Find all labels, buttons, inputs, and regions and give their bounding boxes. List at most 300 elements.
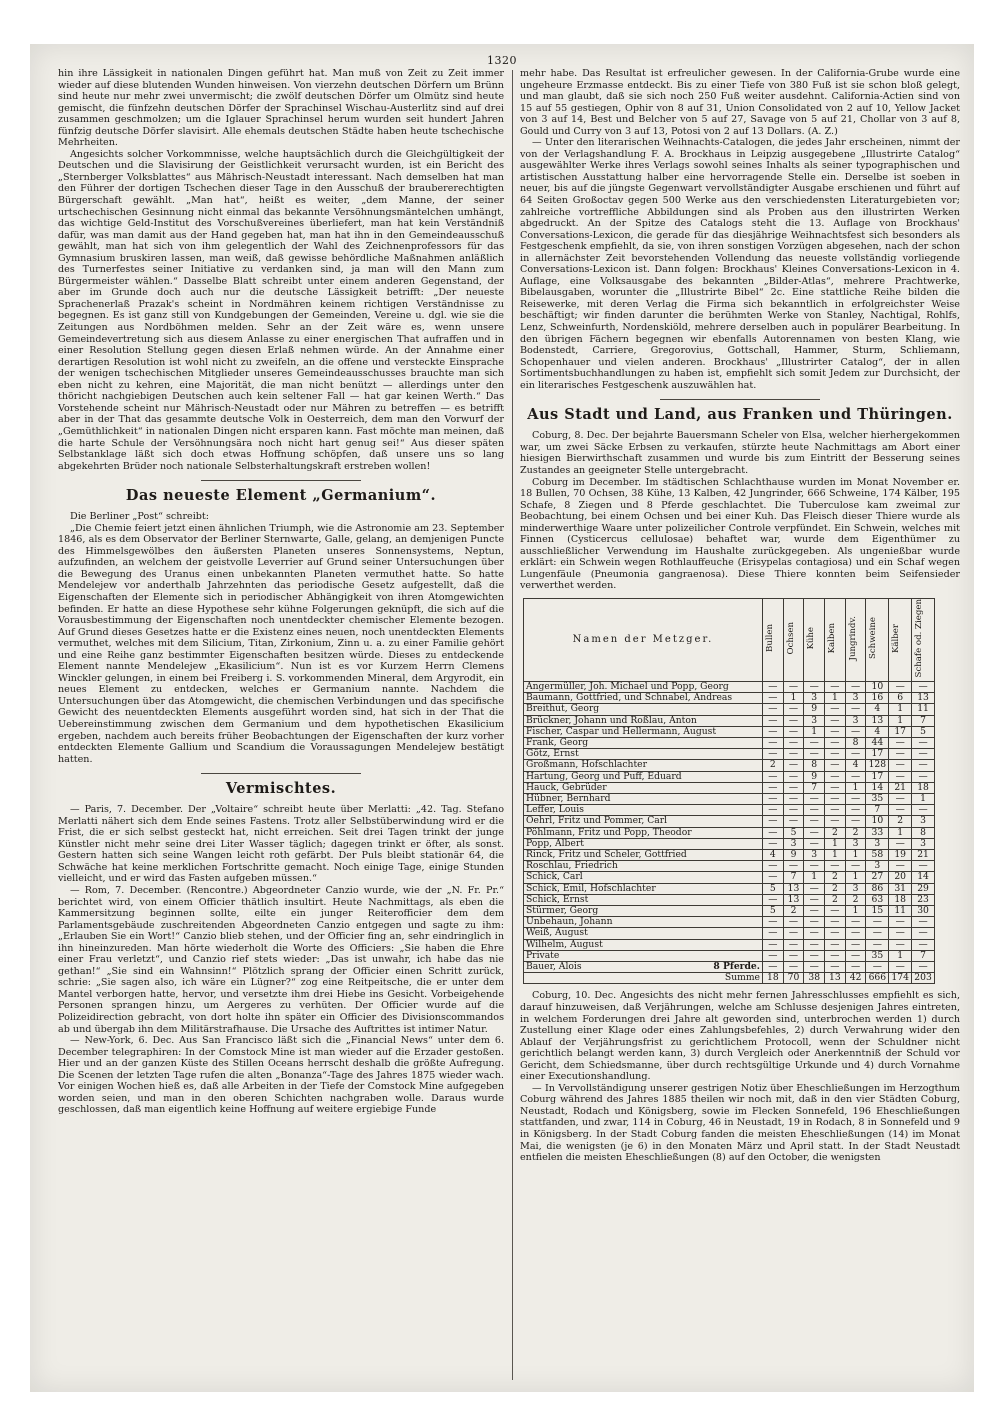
- table-cell: 3: [912, 816, 935, 827]
- table-cell: —: [845, 805, 866, 816]
- table-cell: —: [783, 760, 804, 771]
- table-cell: 14: [866, 782, 889, 793]
- butcher-name-text: Schick, Emil, Hofschlachter: [526, 883, 656, 894]
- table-cell: 33: [866, 827, 889, 838]
- table-cell: —: [762, 861, 783, 872]
- table-cell: —: [825, 805, 846, 816]
- table-cell: 1: [845, 850, 866, 861]
- table-cell: 9: [804, 704, 825, 715]
- table-cell: 128: [866, 760, 889, 771]
- paragraph-post-intro: Die Berliner „Post“ schreibt:: [70, 511, 210, 523]
- column-header: Kalben: [825, 598, 846, 681]
- table-row: [524, 872, 935, 883]
- table-cell: —: [889, 760, 912, 771]
- butcher-name: [524, 805, 763, 816]
- table-cell: —: [804, 962, 825, 973]
- table-row: [524, 962, 935, 973]
- butcher-name: [524, 962, 763, 973]
- table-cell: —: [889, 737, 912, 748]
- table-cell: 3: [845, 693, 866, 704]
- table-cell: —: [912, 749, 935, 760]
- table-cell: —: [825, 939, 846, 950]
- table-row: [524, 726, 935, 737]
- table-cell: —: [845, 771, 866, 782]
- table-cell: 1: [804, 872, 825, 883]
- table-cell: —: [783, 771, 804, 782]
- table-cell: 2: [825, 883, 846, 894]
- table-cell: 3: [804, 693, 825, 704]
- paragraph-eheschliessungen: — In Vervollständigung unserer gestrigen Notiz über Eheschließungen im Herzogthum Coburg während des Jahres 1885 theilen wir noch mit, daß in den vier Städten Coburg, Neustadt, Rodach und Königsberg, sowie im Flecken Sonnefeld, 196 Eheschließungen stattfanden, und zwar, 114 in Coburg, 46 in Neustadt, 19 in Rodach, 8 in Sonnefeld und 9 in Königsberg. In der Stadt Coburg fanden die meisten Eheschließungen (14) im Monat Mai, die wenigsten (je 6) in den Monaten März und April statt. In der Stadt Neustadt entfielen die meisten Eheschließungen (8) auf den October, die wenigsten: [520, 1082, 960, 1164]
- table-cell: 1: [825, 693, 846, 704]
- butcher-name-text: Hauck, Gebrüder: [526, 782, 607, 793]
- table-cell: 13: [783, 894, 804, 905]
- table-cell: 16: [866, 693, 889, 704]
- column-header: Ochsen: [783, 598, 804, 681]
- table-cell: —: [845, 962, 866, 973]
- heading-rule: [660, 399, 820, 400]
- table-cell: —: [845, 681, 866, 692]
- table-cell: —: [866, 939, 889, 950]
- paragraph-maehrisch-neustadt: Angesichts solcher Vorkommnisse, welche hauptsächlich durch die Gleichgültigkeit der Deutschen und die Slavisirung der Geistlichkeit verursacht wurden, ist ein Bericht des „Sternberger Volksblattes“ aus Mährisch-Neustadt interessant. Nach demselben hat man den Führer der dortigen Tschechen dieser Tage in den Ausschuß der braubererechtigten Bürgerschaft gewählt. „Man hat“, heißt es weiter, „dem Manne, der seiner urtschechischen Gesinnung nicht einmal das bekannte Versöhnungsmäntelchen umhängt, das wichtige Geld-Institut des Vorschußvereines überliefert, man hat kein Verständniß dafür, was man damit aus der Hand gegeben hat, man hat ihn in den Gemeindeausschuß gewählt, man hat sich von ihm gelegentlich der Wahl des Zeichnenprofessors für das Gymnasium bruskiren lassen, man weiß, daß gewisse behördliche Maßnahmen anläßlich des Turnerfestes seiner Initiative zu verdanken sind, ja man will den Mann zum Bürgermeister wählen.“ Dasselbe Blatt schreibt unter einem anderen Gegenstand, der aber im Grunde doch auch nur die deutsche Lässigkeit betrifft: „Der neueste Sprachenerlaß Prazak's scheint in Nordmähren keinem richtigen Verständnisse zu begegnen. Es ist ganz still von Kundgebungen der Gemeinden, Vereine u. dgl. wie sie die Zeitungen aus Nordböhmen melden. Sehr an der Zeit wäre es, wenn unsere Gemeindevertretung sich aus diesem Anlasse zu einer energischen That aufraffen und in einer Resolution Stellung gegen diesen Erlaß nehmen würde. An der Annahme einer derartigen Resolution ist wohl nicht zu zweifeln, an die offene und versteckte Einsprache der wenigen tschechischen Mitglieder unseres Gemeindeausschusses brauchte man sich eben nicht zu kehren, eine Majorität, die man nicht benützt — allerdings unter den thöricht nachgiebigen Deutschen auch kein seltener Fall — hat gar keinen Werth.“ Das Vorstehende scheint nur Mährisch-Neustadt oder nur Mähren zu betreffen — es betrifft aber in der That das gesammte deutsche Volk in Oesterreich, dem man den Vorwurf der „Gemüthlichkeit“ in nationalen Dingen nicht ersparen kann. Fast möchte man meinen, daß die harte Schule der Versöhnungsära noch nicht hart genug sei!“ Aus dieser späten Selbstanklage läßt sich doch etwas Hoffnung schöpfen, daß unsere uns so lang abgekehrten Brüder noch nationale Selbsterhaltungskraft erstreben wollen!: [58, 148, 504, 472]
- butcher-name: [524, 861, 763, 872]
- table-cell: 7: [912, 950, 935, 961]
- table-cell: —: [783, 715, 804, 726]
- table-cell: —: [912, 760, 935, 771]
- butcher-name-text: Bauer, Alois: [526, 961, 582, 973]
- table-row: [524, 883, 935, 894]
- column-header: Jungrindv.: [845, 598, 866, 681]
- column-divider: [512, 70, 513, 1380]
- table-cell: 3: [866, 838, 889, 849]
- table-cell: —: [783, 939, 804, 950]
- table-cell: —: [804, 805, 825, 816]
- table-cell: —: [845, 749, 866, 760]
- butcher-name-text: Oehrl, Fritz und Pommer, Carl: [526, 815, 668, 827]
- table-cell: —: [912, 771, 935, 782]
- table-cell: 3: [804, 715, 825, 726]
- table-row: [524, 850, 935, 861]
- table-cell: —: [783, 805, 804, 816]
- paragraph-new-york: — New-York, 6. Dec. Aus San Francisco läßt sich die „Financial News“ unter dem 6. December telegraphiren: In der Comstock Mine ist man wieder auf die Erzader gestoßen. Hier und an der ganzen Küste des Stillen Oceans herrscht deshalb die größte Aufregung. Die Scenen der letzten Tage rufen die alten „Bonanza“-Tage des Jahres 1875 wieder wach. Vor einigen Wochen hieß es, daß alle Arbeiten in der Tiefe der Comstock Mine aufgegeben worden seien, und man in den oberen Schichten nachgraben wolle. Daraus wurde geschlossen, daß man eigentlich keine Hoffnung auf weitere ergiebige Funde: [58, 1035, 504, 1116]
- table-cell: —: [762, 950, 783, 961]
- heading-rule: [201, 773, 361, 774]
- butcher-name: [524, 793, 763, 804]
- table-cell: —: [825, 726, 846, 737]
- butcher-name: [524, 872, 763, 883]
- sum-cell: 13: [825, 973, 846, 984]
- butcher-name-text: Rinck, Fritz und Scheler, Gottfried: [526, 849, 687, 860]
- table-cell: —: [783, 950, 804, 961]
- paragraph-verjaehrung: Coburg, 10. Dec. Angesichts des nicht mehr fernen Jahresschlusses empfiehlt es sich, darauf hinzuweisen, daß Verjährungen, welche am Schlusse desjenigen Jahres eintreten, in welchem Forderungen drei Jahre alt geworden sind, unterbrochen werden 1) durch Zustellung einer Klage oder eines Zahlungsbefehles, 2) durch Verwahrung wider den Ablauf der Verjährungsfrist zu gerichtlichem Protocoll, wenn der Schuldner nicht gerichtlich belangt werden kann, 3) durch Vergleich oder Anerkenntniß der Schuld vor Gericht, dem Schiedsmanne, über durch rechtsgültige Urkunde und 4) durch Vornahme einer Executionshandlung.: [520, 990, 960, 1083]
- table-cell: 13: [912, 693, 935, 704]
- table-cell: 17: [866, 749, 889, 760]
- table-cell: —: [762, 693, 783, 704]
- table-cell: 3: [804, 850, 825, 861]
- table-cell: 27: [866, 872, 889, 883]
- table-cell: 31: [889, 883, 912, 894]
- table-row: [524, 906, 935, 917]
- table-cell: —: [889, 939, 912, 950]
- butcher-name-text: Leffer, Louis: [526, 804, 584, 816]
- butcher-name: [524, 816, 763, 827]
- table-cell: —: [825, 782, 846, 793]
- butcher-name-text: Baumann, Gottfried, und Schnabel, Andreas: [526, 692, 733, 704]
- table-cell: —: [762, 872, 783, 883]
- table-cell: 21: [889, 782, 912, 793]
- table-cell: 9: [783, 850, 804, 861]
- table-header-row: [524, 598, 935, 681]
- column-header: Schweine: [866, 598, 889, 681]
- table-row: [524, 838, 935, 849]
- table-cell: —: [889, 749, 912, 760]
- table-cell: —: [825, 917, 846, 928]
- right-column: [520, 68, 960, 1386]
- table-cell: —: [912, 805, 935, 816]
- butcher-name: [524, 704, 763, 715]
- table-cell: —: [762, 894, 783, 905]
- table-cell: —: [845, 816, 866, 827]
- butcher-name: [524, 838, 763, 849]
- column-header: Kälber: [889, 598, 912, 681]
- paragraph-california-mine: mehr habe. Das Resultat ist erfreulicher gewesen. In der California-Grube wurde eine ungeheure Erzmasse entdeckt. Bis zu einer Tiefe von 380 Fuß ist sie schon bloß gelegt, und man glaubt, daß sie sich noch 250 Fuß weiter ausdehnt. California-Actien sind von 15 auf 55 gestiegen, Ophir von 8 auf 31, Union Consolidated von 2 auf 10, Yellow Jacket von 3 auf 14, Best und Belcher von 5 auf 27, Savage von 5 auf 21, Chollar von 3 auf 8, Gould und Curry von 3 auf 13, Potosi von 2 auf 13 Dollars. (A. Z.): [520, 68, 960, 137]
- table-cell: —: [825, 950, 846, 961]
- table-row: [524, 715, 935, 726]
- table-cell: 2: [762, 760, 783, 771]
- table-cell: —: [804, 906, 825, 917]
- table-row: [524, 805, 935, 816]
- heading-stadt-text: Aus Stadt und Land, aus Franken und Thüringen.: [527, 406, 953, 424]
- table-cell: —: [762, 962, 783, 973]
- table-cell: —: [825, 715, 846, 726]
- table-cell: 7: [912, 715, 935, 726]
- table-cell: 20: [889, 872, 912, 883]
- table-cell: —: [825, 760, 846, 771]
- butcher-name-text: Roschlau, Friedrich: [526, 860, 618, 872]
- table-cell: —: [845, 793, 866, 804]
- table-cell: —: [804, 827, 825, 838]
- table-cell: 5: [762, 906, 783, 917]
- butcher-name: [524, 950, 763, 961]
- table-cell: —: [825, 906, 846, 917]
- table-row: [524, 917, 935, 928]
- heading-vermischtes-text: Vermischtes.: [225, 780, 337, 798]
- table-cell: —: [762, 715, 783, 726]
- butcher-name-text: Breithut, Georg: [526, 703, 600, 715]
- table-cell: —: [889, 681, 912, 692]
- table-cell: —: [762, 782, 783, 793]
- table-cell: —: [783, 726, 804, 737]
- table-row: [524, 693, 935, 704]
- column-header: Bullen: [762, 598, 783, 681]
- table-cell: —: [912, 737, 935, 748]
- table-cell: 7: [783, 872, 804, 883]
- table-cell: 5: [762, 883, 783, 894]
- butcher-name-text: Hartung, Georg und Puff, Eduard: [526, 771, 682, 782]
- table-cell: 44: [866, 737, 889, 748]
- table-cell: 4: [866, 726, 889, 737]
- table-cell: —: [825, 816, 846, 827]
- table-cell: 4: [845, 760, 866, 771]
- table-cell: —: [804, 681, 825, 692]
- table-cell: —: [804, 861, 825, 872]
- butcher-name-text: Unbehaun, Johann: [526, 916, 613, 928]
- table-cell: —: [804, 950, 825, 961]
- table-cell: —: [804, 917, 825, 928]
- table-cell: 11: [912, 704, 935, 715]
- table-cell: —: [825, 681, 846, 692]
- table-cell: 35: [866, 793, 889, 804]
- table-cell: —: [762, 838, 783, 849]
- table-cell: —: [825, 962, 846, 973]
- table-cell: 15: [866, 906, 889, 917]
- butcher-name-text: Stürmer, Georg: [526, 905, 599, 917]
- table-cell: 11: [889, 906, 912, 917]
- table-cell: 1: [804, 726, 825, 737]
- table-row: [524, 827, 935, 838]
- table-cell: 3: [912, 838, 935, 849]
- butcher-name: [524, 850, 763, 861]
- table-cell: —: [866, 962, 889, 973]
- paragraph-coburg-scheler: Coburg, 8. Dec. Der bejahrte Bauersmann Scheler von Elsa, welcher hierhergekommen war, um zwei Säcke Erbsen zu verkaufen, stürzte heute Nachmittags am Abort einer hiesigen Bierwirthschaft zusammen und wurde bis zum Eintritt der Besserung seines Zustandes an geeigneter Stelle untergebracht.: [520, 430, 960, 476]
- table-cell: 8: [804, 760, 825, 771]
- table-row: [524, 894, 935, 905]
- butcher-name: [524, 771, 763, 782]
- table-cell: 10: [866, 681, 889, 692]
- table-row: [524, 950, 935, 961]
- table-cell: —: [845, 726, 866, 737]
- table-cell: 1: [889, 827, 912, 838]
- table-cell: 29: [912, 883, 935, 894]
- sum-cell: 666: [866, 973, 889, 984]
- table-row: [524, 737, 935, 748]
- table-cell: —: [845, 928, 866, 939]
- table-cell: —: [783, 962, 804, 973]
- butcher-name-text: Private: [526, 950, 560, 961]
- table-cell: —: [825, 737, 846, 748]
- table-cell: —: [912, 861, 935, 872]
- butcher-name: [524, 715, 763, 726]
- table-cell: —: [783, 917, 804, 928]
- table-row: [524, 681, 935, 692]
- table-row: [524, 816, 935, 827]
- table-cell: —: [783, 782, 804, 793]
- left-column: [58, 68, 504, 1386]
- table-cell: —: [804, 793, 825, 804]
- butcher-name: [524, 693, 763, 704]
- table-cell: 8: [845, 737, 866, 748]
- table-cell: —: [762, 749, 783, 760]
- table-cell: 14: [912, 872, 935, 883]
- table-cell: —: [783, 816, 804, 827]
- table-cell: 3: [845, 838, 866, 849]
- table-cell: 4: [866, 704, 889, 715]
- table-cell: —: [912, 939, 935, 950]
- table-cell: 58: [866, 850, 889, 861]
- table-row: [524, 749, 935, 760]
- table-cell: —: [762, 681, 783, 692]
- table-body: [524, 681, 935, 972]
- butcher-name: [524, 681, 763, 692]
- table-cell: —: [783, 749, 804, 760]
- table-row: [524, 782, 935, 793]
- table-cell: 10: [866, 816, 889, 827]
- butcher-name: [524, 928, 763, 939]
- table-cell: 1: [889, 950, 912, 961]
- butcher-name-text: Hübner, Bernhard: [526, 793, 611, 804]
- sum-cell: 18: [762, 973, 783, 984]
- table-cell: 13: [866, 715, 889, 726]
- column-header: Schafe od. Ziegen: [912, 598, 935, 681]
- butcher-name: [524, 726, 763, 737]
- butcher-name: [524, 894, 763, 905]
- butcher-name: [524, 906, 763, 917]
- table-cell: 1: [783, 693, 804, 704]
- table-cell: —: [889, 861, 912, 872]
- table-cell: 23: [912, 894, 935, 905]
- table-cell: 1: [825, 850, 846, 861]
- horse-note: 8 Pferde.: [713, 961, 760, 973]
- table-cell: 17: [866, 771, 889, 782]
- table-cell: —: [912, 681, 935, 692]
- table-cell: 6: [889, 693, 912, 704]
- table-cell: —: [866, 917, 889, 928]
- table-cell: —: [889, 928, 912, 939]
- table-cell: —: [889, 962, 912, 973]
- table-cell: 8: [912, 827, 935, 838]
- table-cell: 1: [889, 704, 912, 715]
- table-row: [524, 771, 935, 782]
- table-cell: —: [825, 771, 846, 782]
- table-cell: 1: [912, 793, 935, 804]
- table-cell: 1: [845, 872, 866, 883]
- butcher-table: [523, 598, 935, 984]
- table-cell: —: [762, 704, 783, 715]
- table-cell: —: [762, 805, 783, 816]
- table-cell: —: [783, 681, 804, 692]
- butcher-name: [524, 939, 763, 950]
- heading-germanium-text: Das neueste Element „Germanium“.: [125, 487, 437, 505]
- paragraph-brockhaus-catalog: — Unter den literarischen Weihnachts-Catalogen, die jedes Jahr erscheinen, nimmt der von der Verlagshandlung F. A. Brockhaus in Leipzig ausgegebene „Illustrirte Catalog“ ausgewählter Werke ihres Verlags sowohl seines Inhalts als seiner typographischen und artistischen Ausstattung halber eine hervorragende Stelle ein. Derselbe ist soeben in neuer, bis auf die jüngste Gegenwart vervollständigter Ausgabe erschienen und führt auf 64 Seiten Großoctav gegen 500 Werke aus den verschiedensten Literaturgebieten vor; zahlreiche vortreffliche Abbildungen sind als Proben aus den illustrirten Werken abgedruckt. An der Spitze des Catalogs steht die 13. Auflage von Brockhaus' Conversations-Lexicon, die gerade für das diesjährige Weihnachtsfest sich besonders als Festgeschenk empfiehlt, da sie, von ihren sonstigen Vorzügen abgesehen, nach der schon in allernächster Zeit bevorstehenden Vollendung das neueste vollständig vorliegende Conversations-Lexicon ist. Dann folgen: Brockhaus' Kleines Conversations-Lexicon in 4. Auflage, eine Volksausgabe des bekannten „Bilder-Atlas“, mehrere Prachtwerke, Bibelausgaben, worunter die „Illustrirte Bibel“ 2c. Eine stattliche Reihe bilden die Reisewerke, mit deren Verlag die Firma sich bekanntlich in erfolgreichster Weise beschäftigt; wir finden darunter die berühmten Werke von Stanley, Nachtigal, Rohlfs, Lenz, Schweinfurth, Nordenskiöld, mehrere derselben auch in populärer Bearbeitung. In den übrigen Fächern begegnen wir ebenfalls Autorennamen von besten Klang, wie Bodenstedt, Carriere, Gregorovius, Gottschall, Hammer, Sturm, Schliemann, Schopenhauer und vielen anderen. Brockhaus' „Illustrirter Catalog“, der in allen Sortimentsbuchhandlungen zu haben ist, empfiehlt sich somit Jedem zur Durchsicht, der ein literarisches Festgeschenk auszuwählen hat.: [520, 137, 960, 391]
- butcher-name: [524, 782, 763, 793]
- table-cell: —: [845, 939, 866, 950]
- table-cell: 86: [866, 883, 889, 894]
- table-cell: —: [804, 737, 825, 748]
- butcher-name-text: Schick, Carl: [526, 871, 583, 883]
- table-cell: 17: [889, 726, 912, 737]
- table-cell: 1: [845, 906, 866, 917]
- table-cell: —: [783, 928, 804, 939]
- table-cell: —: [762, 771, 783, 782]
- table-cell: —: [804, 928, 825, 939]
- table-cell: 35: [866, 950, 889, 961]
- sum-cell: 70: [783, 973, 804, 984]
- butcher-name-text: Brückner, Johann und Roßlau, Anton: [526, 715, 697, 726]
- table-cell: 2: [825, 872, 846, 883]
- table-cell: 13: [783, 883, 804, 894]
- newspaper-page: [30, 44, 974, 1392]
- table-cell: 4: [762, 850, 783, 861]
- table-cell: 7: [804, 782, 825, 793]
- table-cell: 1: [845, 782, 866, 793]
- butcher-name: [524, 760, 763, 771]
- sum-cell: 42: [845, 973, 866, 984]
- table-cell: —: [804, 894, 825, 905]
- table-cell: —: [762, 827, 783, 838]
- table-row: [524, 939, 935, 950]
- table-cell: —: [783, 737, 804, 748]
- butcher-name-text: Frank, Georg: [526, 737, 589, 748]
- butcher-name: [524, 749, 763, 760]
- table-cell: 9: [804, 771, 825, 782]
- table-row: [524, 793, 935, 804]
- sum-cell: 203: [912, 973, 935, 984]
- table-row: [524, 760, 935, 771]
- name-column-header: Namen der Metzger.: [524, 598, 763, 681]
- table-cell: —: [804, 749, 825, 760]
- table-row: [524, 704, 935, 715]
- butcher-name: [524, 917, 763, 928]
- heading-rule: [201, 480, 361, 481]
- butcher-name-text: Großmann, Hofschlachter: [526, 759, 647, 771]
- butcher-name-text: Wilhelm, August: [526, 939, 603, 950]
- table-cell: —: [783, 793, 804, 804]
- table-cell: —: [783, 861, 804, 872]
- sum-label: Summe: [524, 973, 763, 984]
- butcher-name-text: Popp, Albert: [526, 838, 584, 849]
- paragraph-national-matters: hin ihre Lässigkeit in nationalen Dingen geführt hat. Man muß von Zeit zu Zeit immer wieder auf diese blutenden Wunden hinweisen. Von vierzehn deutschen Dörfern um Brünn sind heute nur mehr zwei unvermischt; die zwölf deutschen Dörfer um Olmütz sind heute gemischt, die fünfzehn deutschen Dörfer der Sprachinsel Wischau-Austerlitz sind auf drei zusammen geschmolzen; um die Iglauer Sprachinsel herum wurden seit hundert Jahren fünfzig deutsche Dörfer slavisirt. Alle ehemals deutschen Städte haben heute tschechische Mehrheiten.: [58, 68, 504, 149]
- table-cell: 19: [889, 850, 912, 861]
- paragraph-paris: — Paris, 7. December. Der „Voltaire“ schreibt heute über Merlatti: „42. Tag. Stefano Merlatti nähert sich dem Ende seines Fastens. Trotz aller Selbstüberwindung wird er die Frist, die er sich selbst gesteckt hat, nicht erreichen. Seit drei Tagen trinkt der junge Künstler nicht mehr seine drei Liter Wasser täglich; dagegen trinkt er öfter, als sonst. Gestern hatten sich seine Wangen leicht roth gefärbt. Der Puls bleibt stationär 64, die Schwäche hat keine merklichen Fortschritte gemacht. Noch einige Tage, einige Stunden vielleicht, und er wird das Fasten aufgeben müssen.“: [58, 804, 504, 885]
- table-cell: 3: [783, 838, 804, 849]
- table-cell: 2: [889, 816, 912, 827]
- paragraph-coburg-schlachthaus: Coburg im December. Im städtischen Schlachthause wurden im Monat November er. 18 Bullen, 70 Ochsen, 38 Kühe, 13 Kalben, 42 Jungrinder, 666 Schweine, 174 Kälber, 195 Schafe, 8 Ziegen und 8 Pferde geschlachtet. Die Tuberculose kam zweimal zur Beobachtung, bei einem Ochsen und bei einer Kuh. Das Fleisch dieser Thiere wurde als minderwerthige Waare unter polizeilicher Controle verpfündet. Ein Schwein, welches mit Finnen (Cysticercus cellulosae) behaftet war, wurde dem Eigenthümer zu ausschließlicher Verwendung im Haushalte zurückgegeben. Als ungenießbar wurde erklärt: ein Schwein wegen Rothlauffeuche (Erisypelas contagiosa) und ein Schaf wegen Lungenfäule (Pneumonia gangraenosa). Diese Thiere konnten beim Seifensieder verwerthet werden.: [520, 476, 960, 592]
- table-cell: —: [804, 883, 825, 894]
- table-cell: 1: [889, 715, 912, 726]
- table-cell: —: [762, 816, 783, 827]
- table-cell: —: [762, 917, 783, 928]
- table-cell: —: [845, 917, 866, 928]
- table-sum-row: [524, 973, 935, 984]
- table-cell: —: [762, 726, 783, 737]
- table-cell: 18: [889, 894, 912, 905]
- table-cell: —: [804, 939, 825, 950]
- table-cell: 2: [783, 906, 804, 917]
- table-cell: 21: [912, 850, 935, 861]
- table-cell: —: [889, 771, 912, 782]
- table-cell: —: [762, 737, 783, 748]
- butcher-name-text: Götz, Ernst: [526, 748, 579, 760]
- table-cell: —: [866, 928, 889, 939]
- table-cell: —: [825, 749, 846, 760]
- table-cell: —: [889, 805, 912, 816]
- table-cell: 1: [825, 838, 846, 849]
- table-cell: —: [804, 838, 825, 849]
- table-cell: —: [825, 928, 846, 939]
- table-cell: 30: [912, 906, 935, 917]
- column-header: Kühe: [804, 598, 825, 681]
- table-row: [524, 861, 935, 872]
- table-cell: —: [783, 704, 804, 715]
- table-cell: 2: [845, 894, 866, 905]
- butcher-name-text: Pöhlmann, Fritz und Popp, Theodor: [526, 827, 692, 838]
- table-cell: 5: [912, 726, 935, 737]
- table-cell: —: [825, 861, 846, 872]
- table-cell: 3: [866, 861, 889, 872]
- table-cell: 7: [866, 805, 889, 816]
- table-cell: 3: [845, 715, 866, 726]
- table-cell: —: [889, 838, 912, 849]
- page-number: 1320: [487, 54, 517, 67]
